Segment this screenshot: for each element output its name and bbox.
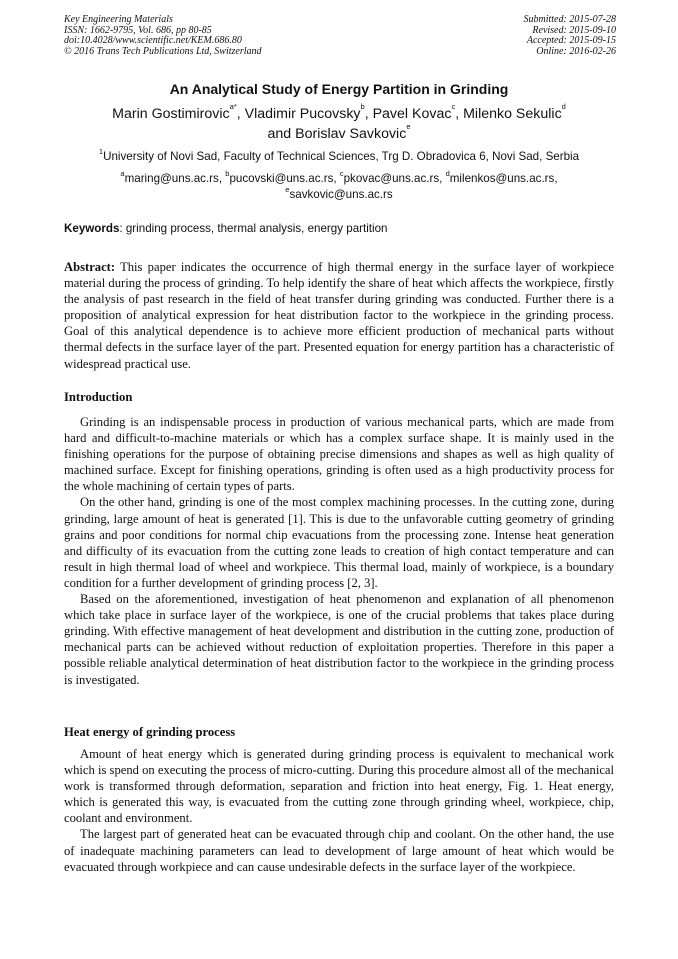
author-affil-mark: e	[406, 122, 411, 131]
email-mark: c	[339, 169, 344, 178]
submitted-date: Submitted: 2015-07-28	[523, 14, 616, 25]
email-address[interactable]: pkovac@uns.ac.rs	[343, 172, 440, 185]
email-address[interactable]: savkovic@uns.ac.rs	[289, 187, 393, 201]
abstract-label: Abstract:	[64, 260, 116, 274]
paragraph: The largest part of generated heat can be evacuated through chip and coolant. On the other hand, the use of inadequate machining parameters can lead to development of large amount of heat which would be evacuated through workpiece and can cause undesirable defects in the surface layer of the workpiece.	[64, 827, 614, 874]
issn-line: ISSN: 1662-9795, Vol. 686, pp 80-85	[64, 24, 212, 36]
email-address[interactable]: maring@uns.ac.rs	[124, 172, 219, 185]
affiliation-mark: 1	[98, 147, 104, 156]
revised-date: Revised: 2015-09-10	[532, 24, 616, 36]
section-heading-introduction: Introduction	[64, 390, 133, 404]
keywords-text: : grinding process, thermal analysis, energy partition	[119, 222, 388, 235]
author-name: Pavel Kovac	[372, 106, 452, 122]
email-address[interactable]: pucovski@uns.ac.rs	[229, 172, 334, 185]
abstract-text: This paper indicates the occurrence of high thermal energy in the surface layer of workpiece material during the process of grinding. To help identify the share of heat which affects the workpiece, firstly the analysis of past research in the field of heat transfer during grinding was conducted. Further there is a proposition of analytical expression for heat distribution factor to the workpiece in the grinding process. Goal of this analytical dependence is to achieve more efficient production of mechanical parts without thermal defects in the surface layer of the part. Presented equation for energy partition has a characteristic of widespread practical use.	[64, 260, 614, 371]
author-affil-mark: d	[561, 102, 566, 111]
keywords-label: Keywords	[64, 222, 120, 235]
affiliation-text: University of Novi Sad, Faculty of Technical Sciences, Trg D. Obradovica 6, Novi Sad, Serbia	[103, 150, 580, 163]
email-mark: a	[120, 169, 125, 178]
author-name: Vladimir Pucovsky	[244, 106, 361, 122]
online-date: Online: 2016-02-26	[536, 45, 616, 57]
email-mark: d	[445, 169, 450, 178]
keywords	[64, 222, 616, 235]
affiliation	[30, 149, 648, 164]
email-mark: b	[225, 169, 230, 178]
email-list: $^a$maring@uns.ac.rs, $^b$pucovski@uns.ac.rs, $^c$pkovac@uns.ac.rs, $^d$milenkos@uns.ac.rs, $^e$savkovic@uns.ac.rs	[120, 169, 558, 201]
paragraph: Based on the aforementioned, investigation of heat phenomenon and explanation of all phenomenon which take place in surface layer of the workpiece, is one of the crucial problems that takes place during grinding. With effective management of heat development and distribution in the cutting zone, production of mechanical parts can be achieved without reduction of exploitation properties. Therefore in this paper a possible reliable analytical determination of heat distribution factor to the workpiece in the grinding process is investigated.	[64, 592, 614, 687]
paragraph: On the other hand, grinding is one of the most complex machining processes. In the cutting zone, during grinding, large amount of heat is generated [1]. This is due to the unfavorable cutting geometry of grinding grains and poor conditions for normal chip evacuations from the processing zone. Intense heat generation and difficulty of its evacuation from the cutting zone leads to creation of high contact temperature and can result in high thermal load of wheel and workpiece. This thermal load, mainly of workpiece, is a boundary condition for a further development of grinding process [2, 3].	[64, 495, 614, 590]
paper-title: An Analytical Study of Energy Partition in Grinding	[169, 81, 509, 97]
paragraph: Grinding is an indispensable process in production of various mechanical parts, which are made from hard and difficult-to-machine materials or which has a complex surface shape. It is mainly used in the finishing operations for the purpose of obtaining precise dimensions and shapes as well as high quality of machined surface. Except for finishing operations, grinding is often used as a high productivity process for the whole machining of certain types of parts.	[64, 415, 614, 494]
email-address[interactable]: milenkos@uns.ac.rs	[449, 172, 555, 185]
paragraph: Amount of heat energy which is generated during grinding process is equivalent to mechanical work which is spend on executing the process of micro-cutting. During this procedure almost all of the mechanical work is transformed through deformation, separation and friction into heat energy, Fig. 1. Heat energy, which is generated this way, is evacuated from the cutting zone through grinding wheel, workpiece, chip, coolant and environment.	[64, 747, 614, 826]
section-introduction	[64, 414, 614, 688]
publication-dates	[524, 15, 617, 57]
section-heading-heat-energy: Heat energy of grinding process	[64, 725, 236, 739]
author-affil-mark: a*	[229, 102, 237, 111]
author-name: Borislav Savkovic	[295, 126, 407, 142]
author-list: Marin Gostimirovic$^{a*}$, Vladimir Pucovsky$^b$, Pavel Kovac$^c$, Milenko Sekulic$^d$ and Borislav Savkovic$^e$	[112, 102, 566, 142]
email-mark: e	[285, 184, 290, 194]
journal-info	[64, 15, 262, 57]
author-conjunction: and	[267, 126, 292, 142]
author-name: Milenko Sekulic	[463, 106, 562, 122]
author-affil-mark: b	[360, 102, 365, 111]
journal-name: Key Engineering Materials	[64, 14, 173, 25]
copyright-line: © 2016 Trans Tech Publications Ltd, Switzerland	[64, 45, 262, 57]
author-name: Marin Gostimirovic	[112, 106, 230, 122]
accepted-date: Accepted: 2015-09-15	[526, 35, 616, 46]
section-heat-energy	[64, 746, 614, 875]
author-affil-mark: c	[451, 102, 456, 111]
abstract	[64, 259, 614, 372]
doi-line: doi:10.4028/www.scientific.net/KEM.686.80	[64, 35, 242, 46]
